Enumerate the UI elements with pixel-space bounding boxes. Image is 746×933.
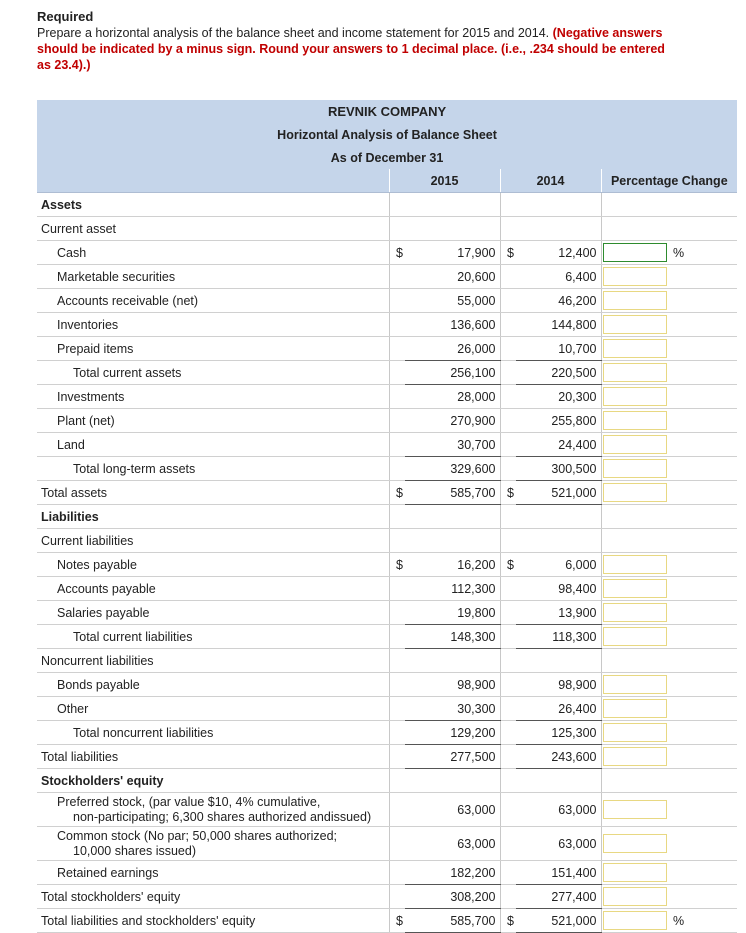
dollar-sign: $ [389, 909, 405, 933]
pct-input-total-noncurrent-liabilities[interactable] [603, 723, 667, 742]
dollar-sign: $ [389, 241, 405, 265]
subsection-row-noncurrent-liabilities: Noncurrent liabilities [37, 649, 737, 673]
dollar-sign: $ [500, 909, 516, 933]
pct-input-total-stockholders-equity[interactable] [603, 887, 667, 906]
table-row-plant: Plant (net) 270,900 255,800 [37, 409, 737, 433]
section-row-stockholders-equity: Stockholders' equity [37, 769, 737, 793]
pct-input-marketable-securities[interactable] [603, 267, 667, 286]
pct-input-accounts-payable[interactable] [603, 579, 667, 598]
table-row-notes-payable: Notes payable $ 16,200 $ 6,000 [37, 553, 737, 577]
section-row-liabilities: Liabilities [37, 505, 737, 529]
table-row-accounts-receivable: Accounts receivable (net) 55,000 46,200 [37, 289, 737, 313]
common-stock-label-line1: Common stock (No par; 50,000 shares authorized; [57, 828, 337, 843]
subsection-row-current-liabilities: Current liabilities [37, 529, 737, 553]
table-row-total-stockholders-equity: Total stockholders' equity 308,200 277,400 [37, 885, 737, 909]
table-row-total-current-assets: Total current assets 256,100 220,500 [37, 361, 737, 385]
common-stock-label-line2: 10,000 shares issued) [73, 843, 196, 858]
header-blank [37, 169, 389, 193]
dollar-sign: $ [500, 241, 516, 265]
pct-input-total-current-liabilities[interactable] [603, 627, 667, 646]
table-row-preferred-stock: Preferred stock, (par value $10, 4% cumulative, non-participating; 6,300 shares authorized andissued) 63,000 63,000 [37, 793, 737, 827]
table-row-bonds-payable: Bonds payable 98,900 98,900 [37, 673, 737, 697]
preferred-stock-label-line1: Preferred stock, (par value $10, 4% cumulative, [57, 794, 321, 809]
instruction-note: (Negative answers should be indicated by a minus sign. Round your answers to 1 decimal place. (i.e., .234 should be entered as 23.4).) [37, 26, 665, 72]
table-row-accounts-payable: Accounts payable 112,300 98,400 [37, 577, 737, 601]
pct-input-other[interactable] [603, 699, 667, 718]
pct-input-salaries-payable[interactable] [603, 603, 667, 622]
table-row-total-liabilities: Total liabilities 277,500 243,600 [37, 745, 737, 769]
col-header-percentage-change: Percentage Change [601, 169, 737, 193]
table-row-other: Other 30,300 26,400 [37, 697, 737, 721]
instruction-text [37, 25, 677, 73]
table-row-total-noncurrent-liabilities: Total noncurrent liabilities 129,200 125,300 [37, 721, 737, 745]
pct-input-inventories[interactable] [603, 315, 667, 334]
dollar-sign: $ [389, 481, 405, 505]
pct-input-total-current-assets[interactable] [603, 363, 667, 382]
required-heading: Required [37, 9, 94, 24]
pct-input-accounts-receivable[interactable] [603, 291, 667, 310]
pct-input-plant[interactable] [603, 411, 667, 430]
table-row-inventories: Inventories 136,600 144,800 [37, 313, 737, 337]
table-row-total-assets: Total assets $ 585,700 $ 521,000 [37, 481, 737, 505]
table-row-land: Land 30,700 24,400 [37, 433, 737, 457]
pct-input-notes-payable[interactable] [603, 555, 667, 574]
table-title: Horizontal Analysis of Balance Sheet [37, 123, 737, 146]
pct-input-preferred-stock[interactable] [603, 800, 667, 819]
percent-sign: % [669, 909, 737, 933]
dollar-sign: $ [389, 553, 405, 577]
table-row-marketable-securities: Marketable securities 20,600 6,400 [37, 265, 737, 289]
pct-input-total-long-term-assets[interactable] [603, 459, 667, 478]
table-row-investments: Investments 28,000 20,300 [37, 385, 737, 409]
table-row-retained-earnings: Retained earnings 182,200 151,400 [37, 861, 737, 885]
instruction-main: Prepare a horizontal analysis of the balance sheet and income statement for 2015 and 2014. [37, 26, 550, 40]
pct-input-investments[interactable] [603, 387, 667, 406]
section-row-assets: Assets [37, 193, 737, 217]
table-row-total-current-liabilities: Total current liabilities 148,300 118,300 [37, 625, 737, 649]
table-row-cash: Cash $ 17,900 $ 12,400 % [37, 241, 737, 265]
question-header [37, 9, 677, 73]
pct-input-total-assets[interactable] [603, 483, 667, 502]
percent-sign: % [669, 241, 737, 265]
col-header-2015: 2015 [389, 169, 500, 193]
pct-input-total-liabilities[interactable] [603, 747, 667, 766]
dollar-sign: $ [500, 553, 516, 577]
subsection-row-current-asset: Current asset [37, 217, 737, 241]
table-row-common-stock: Common stock (No par; 50,000 shares authorized; 10,000 shares issued) 63,000 63,000 [37, 827, 737, 861]
table-row-salaries-payable: Salaries payable 19,800 13,900 [37, 601, 737, 625]
table-row-prepaid-items: Prepaid items 26,000 10,700 [37, 337, 737, 361]
horizontal-analysis-table [37, 100, 737, 933]
table-date: As of December 31 [37, 146, 737, 169]
table-row-total-long-term-assets: Total long-term assets 329,600 300,500 [37, 457, 737, 481]
company-name: REVNIK COMPANY [37, 100, 737, 123]
table-row-total-liabilities-and-equity: Total liabilities and stockholders' equity $ 585,700 $ 521,000 % [37, 909, 737, 933]
pct-input-bonds-payable[interactable] [603, 675, 667, 694]
dollar-sign: $ [500, 481, 516, 505]
pct-input-common-stock[interactable] [603, 834, 667, 853]
pct-input-retained-earnings[interactable] [603, 863, 667, 882]
preferred-stock-label-line2: non-participating; 6,300 shares authorized andissued) [73, 809, 372, 824]
pct-input-land[interactable] [603, 435, 667, 454]
col-header-2014: 2014 [500, 169, 601, 193]
pct-input-cash[interactable] [603, 243, 667, 262]
pct-input-prepaid-items[interactable] [603, 339, 667, 358]
